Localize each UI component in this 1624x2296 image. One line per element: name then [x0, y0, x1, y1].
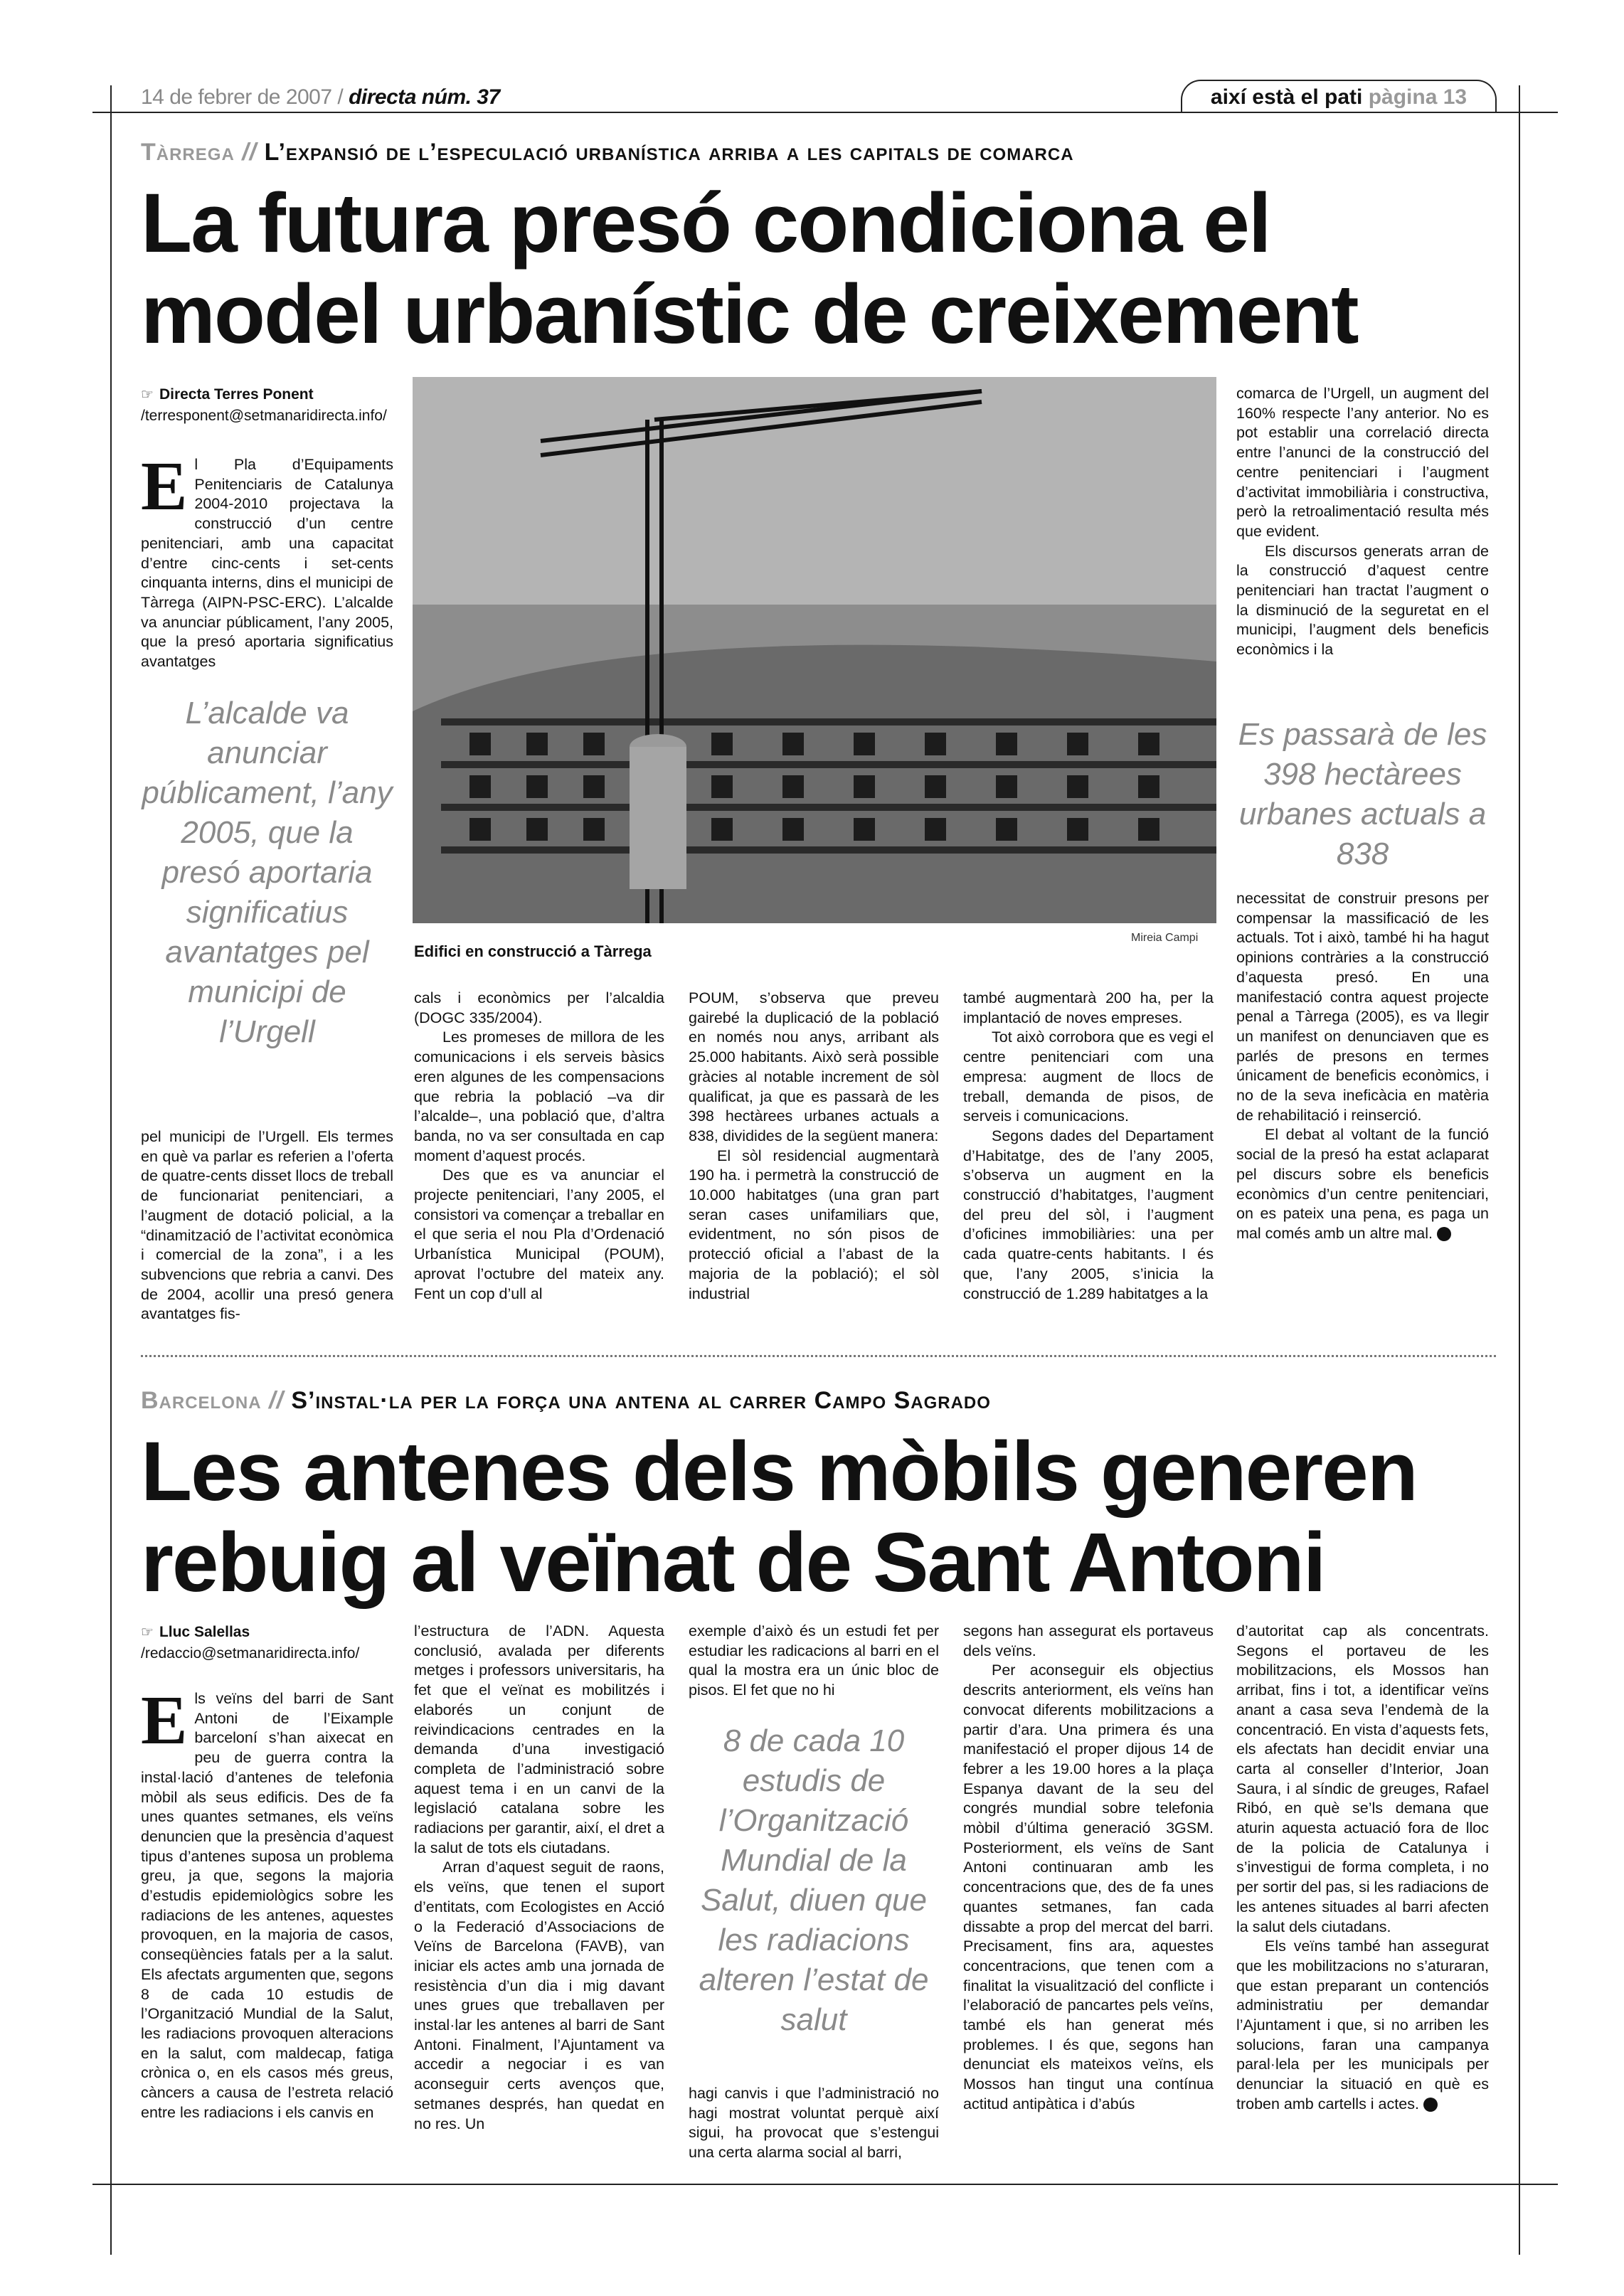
paragraph: Arran d’aquest seguit de raons, els veïns, que tenen el suport d’entitats, com Ecologistes en Acció o la Federació d’Associacions de Veïns de Barcelona (FAVB), van iniciar els actes amb una jornada de resistència d’un dia i mig davant unes grues que treballaven per instal·lar les antenes al barri de Sant Antoni. Finalment, l’Ajuntament va accedir a negociar i es van aconseguir certs avenços que, setmanes després, han quedat en no res. Un — [414, 1859, 664, 2132]
article2-column-3-top — [689, 1622, 939, 1701]
kicker-location: Barcelona — [141, 1387, 262, 1414]
author-name: Lluc Salellas — [159, 1624, 250, 1640]
author-email[interactable]: /redaccio@setmanaridirecta.info/ — [141, 1645, 360, 1662]
article1-column-1-bottom — [141, 1127, 393, 1324]
dropcap: E — [141, 1682, 188, 1759]
paragraph: Les promeses de millora de les comunicacions i els serveis bàsics eren algunes de les compensacions que rebria la població –va dir l’alcalde–, una població que, d’altra banda, no va ser consultada en cap moment d’aquest procés. — [414, 1029, 664, 1164]
dropcap: E — [141, 448, 188, 525]
page-number: pàgina 13 — [1368, 85, 1468, 109]
article1-column-5-bottom — [1236, 889, 1489, 1244]
article2-column-4 — [963, 1622, 1214, 2115]
construction-photo — [413, 377, 1216, 923]
photo-caption: Edifici en construcció a Tàrrega — [414, 942, 652, 960]
author-name: Directa Terres Ponent — [159, 386, 314, 403]
crane-building-illustration — [413, 377, 1216, 923]
paragraph: POUM, s’observa que preveu gairebé la duplicació de la població en només nou anys, arribant als 25.000 habitants. Això serà possible gràcies al notable increment de sòl qualificat, ja que es passarà de les 398 hectàrees urbanes actuals a 838, dividides de la següent manera: — [689, 989, 939, 1144]
kicker-separator: // — [242, 139, 258, 166]
headline-line-2: rebuig al veïnat de Sant Antoni — [141, 1516, 1325, 1610]
magazine-issue: directa núm. 37 — [349, 85, 500, 109]
article-divider — [141, 1355, 1496, 1357]
headline-line-1: La futura presó condiciona el — [141, 176, 1270, 270]
article1-column-3 — [689, 989, 939, 1304]
end-of-article-icon: d — [1423, 2098, 1438, 2112]
paragraph-text: Els veïns també han assegurat que les mobilitzacions no s’aturaran, que estan preparant un contenciós administratiu per demandar l’Ajuntament i que, si no arriben les solucions, faran una campanya paral·lela per les municipals per denunciar la situació en què es troben amb cartells i actes. — [1236, 1938, 1489, 2112]
paragraph: Des que es va anunciar el projecte penitenciari, l’any 2005, el consistori va començar a treballar en el que seria el nou Pla d’Ordenació Urbanística Municipal (POUM), aprovat l’octubre del mateix any. Fent un cop d’ull al — [414, 1166, 664, 1302]
kicker-separator: // — [269, 1387, 284, 1414]
paragraph: d’autoritat cap als concentrats. Segons el portaveu de les mobilitzacions, els Mossos han arribat, fins i tot, a identificar veïns anant a casa seva l’endemà de la concentració. En vista d’aquests fets, els afectats han decidit enviar una carta al conseller d’Interior, Joan Saura, i al síndic de greuges, Rafael Ribó, en què se’ls demana que aturin aquesta actuació fora de lloc de la policia de Catalunya i s’investigui de forma completa, i no per sortir del pas, si les radiacions de les antenes situades al barri afecten la salut dels ciutadans. — [1236, 1622, 1489, 1935]
kicker-location: Tàrrega — [141, 139, 235, 166]
end-of-article-icon: d — [1437, 1227, 1451, 1241]
paragraph: Els discursos generats arran de la construcció d’aquest centre penitenciari han tractat l’augment o la disminució de la seguretat en el municipi, l’augment dels beneficis econòmics i la — [1236, 542, 1489, 659]
article2-column-1 — [141, 1682, 393, 2122]
article1-column-2 — [414, 989, 664, 1304]
article2-column-3-bottom — [689, 2084, 939, 2163]
kicker-text: L’expansió de l’especulació urbanística arriba a les capitals de comarca — [264, 139, 1074, 166]
kicker-text: S’instal·la per la força una antena al carrer Campo Sagrado — [291, 1387, 991, 1414]
article2-column-5 — [1236, 1622, 1489, 2115]
body-text: l Pla d’Equipaments Penitenciaris de Catalunya 2004-2010 projectava la construcció d’un centre penitenciari, amb una capacitat d’entre cinc-cents i set-cents cinquanta interns, dins el municipi de Tàrrega (AIPN-PSC-ERC). L’alcalde va anunciar públicament, l’any 2005, que la presó aportaria significatius avantatges — [141, 456, 393, 671]
paragraph: exemple d’això és un estudi fet per estudiar les radicacions al barri en el qual la mostra era un únic bloc de pisos. El fet que no hi — [689, 1622, 939, 1699]
right-rule — [1519, 85, 1520, 2255]
pointing-hand-icon: ☞ — [141, 1625, 154, 1640]
headline-line-1: Les antenes dels mòbils generen — [141, 1425, 1417, 1519]
paragraph: segons han assegurat els portaveus dels veïns. — [963, 1622, 1214, 1659]
article1-pullquote-2: Es passarà de les 398 hectàrees urbanes actuals a 838 — [1238, 717, 1487, 871]
paragraph: Tot això corrobora que es vegi el centre penitenciari com una empresa: augment de llocs de treball, demanda de pisos, de serveis i comunicacions. — [963, 1029, 1214, 1125]
author-email[interactable]: /terresponent@setmanaridirecta.info/ — [141, 408, 387, 424]
paragraph: hagi canvis i que l’administració no hagi mostrat voluntat perquè així sigui, ha provocat que s’estengui una certa alarma social al barri, — [689, 2085, 939, 2162]
photo-credit: Mireia Campi — [1131, 932, 1199, 944]
article2-pullquote: 8 de cada 10 estudis de l’Organització Mundial de la Salut, diuen que les radiacions alteren l’estat de salut — [699, 1723, 929, 2037]
paragraph: l’estructura de l’ADN. Aquesta conclusió, avalada per diferents metges i professors universitaris, ha fet que el veïnat es mobilitzés i elaborés un conjunt de reivindicacions centrades en la demanda d’una investigació completa de l’administració sobre aquest tema i en un canvi de la legislació catalana sobre les radiacions per garantir, així, el dret a la salut de tots els ciutadans. — [414, 1622, 664, 1856]
body-text: pel municipi de l’Urgell. Els termes en què va parlar es referien a l’oferta de quatre-cents disset llocs de treball de funcionariat penitenciari, a l’augment de dotació policial, a la “dinamització de l’activitat econòmica i comercial de la zona”, i a les subvencions que rebria a canvi. Des de 2004, acollir una presó genera avantatges fis- — [141, 1128, 393, 1323]
paragraph — [1236, 1937, 1489, 2114]
article1-pullquote-1: L’alcalde va anunciar públicament, l’any 2005, que la presó aportaria significatius avantatges pel municipi de l’Urgell — [142, 696, 393, 1049]
headline-line-2: model urbanístic de creixement — [141, 267, 1358, 361]
article1-byline — [141, 384, 397, 427]
paragraph: comarca de l’Urgell, un augment del 160% respecte l’any anterior. No es pot establir una correlació directa entre l’anunci de la construcció del centre penitenciari i l’augment d’activitat immobiliària i constructiva, però la retroalimentació resulta més que evident. — [1236, 385, 1489, 540]
article1-kicker — [141, 139, 1074, 166]
paragraph: necessitat de construir presons per compensar la massificació de les actuals. Tot i això, també hi ha hagut opinions contràries a la construcció d’aquesta presó. En una manifestació contra aquest projecte penal a Tàrrega (2005), es va llegir un manifest on denunciaven que es parlés de presons en termes únicament de beneficis econòmics, i no de la seva ineficàcia en matèria de rehabilitació i reinserció. — [1236, 890, 1489, 1124]
article2-headline — [141, 1426, 1417, 1608]
article2-column-2 — [414, 1622, 664, 2134]
paragraph-text: El debat al voltant de la funció social de la presó ha estat aclaparat pel discurs sobre els beneficis econòmics d’un centre penitenciari, on es pateix una pena, es paga un mal comés amb un altre mal. — [1236, 1126, 1489, 1242]
pointing-hand-icon: ☞ — [141, 387, 154, 403]
paragraph: El sòl residencial augmentarà 190 ha. i permetrà la construcció de 10.000 habitatges (una gran part seran cases unifamiliars que, evidentment, no són pisos de protecció oficial a l’abast de la majoria de la població); el sòl industrial — [689, 1147, 939, 1302]
body-text: ls veïns del barri de Sant Antoni de l’Eixample barceloní s’han aixecat en peu de guerra contra la instal·lació d’antenes de telefonia mòbil als seus edificis. Des de fa unes quantes setmanes, els veïns denuncien que la presència d’aquest tipus d’antenes suposa un problema greu, ja que, segons la majoria d’estudis epidemiològics sobre les radiacions de les antenes, aquestes provoquen, en la majoria de casos, conseqüències fatals per a la salut. Els afectats argumenten que, segons 8 de cada 10 estudis de l’Organització Mundial de la Salut, les radiacions provoquen alteracions en la salut, com maldecap, fatiga crònica o, en els casos més greus, càncers a causa de l’estreta relació entre les radiacions i els canvis en — [141, 1690, 393, 2121]
article2-byline — [141, 1622, 397, 1664]
paragraph: Segons dades del Departament d’Habitatge, des de l’any 2005, s’observa un augment en la construcció d’habitatges, l’augment del preu del sòl, i l’augment d’oficines immobiliàries: una per cada quatre-cents habitants. I és que, l’any 2005, s’inicia la construcció de 1.289 habitatges a la — [963, 1127, 1214, 1302]
issue-date: 14 de febrer de 2007 / — [141, 85, 344, 109]
paragraph: Per aconseguir els objectius descrits anteriorment, els veïns han convocat diferents mobilitzacions a partir d’ara. Una primera és una manifestació el proper dijous 14 de febrer a les 19.00 hores a la plaça Espanya davant de la seu del congrés mundial sobre telefonia mòbil d’última generació 3GSM. Posteriorment, els veïns de Sant Antoni continuaran amb les concentracions que, des de fa unes quantes setmanes, fan cada dissabte a prop del mercat del barri. Precisament, fins ara, aquestes concentracions, que tenen com a finalitat la visualització del conflicte i l’elaboració de pancartes pels veïns, també els han generat més problemes. I és que, segons han denunciat els mateixos veïns, els Mossos han tingut una contínua actitud antipàtica i d’abús — [963, 1662, 1214, 2112]
article1-column-1-top — [141, 448, 393, 672]
section-name: així està el pati — [1210, 85, 1363, 109]
article1-headline — [141, 178, 1358, 360]
paragraph: també augmentarà 200 ha, per la implantació de noves empreses. — [963, 989, 1214, 1026]
left-rule — [110, 85, 112, 2255]
article1-column-5-top — [1236, 384, 1489, 660]
section-tab — [1181, 80, 1497, 112]
paragraph — [1236, 1125, 1489, 1243]
issue-info — [141, 85, 500, 110]
paragraph: cals i econòmics per l’alcaldia (DOGC 335/2004). — [414, 989, 664, 1026]
article1-column-4 — [963, 989, 1214, 1304]
bottom-rule — [92, 2184, 1558, 2185]
article2-kicker — [141, 1387, 991, 1415]
